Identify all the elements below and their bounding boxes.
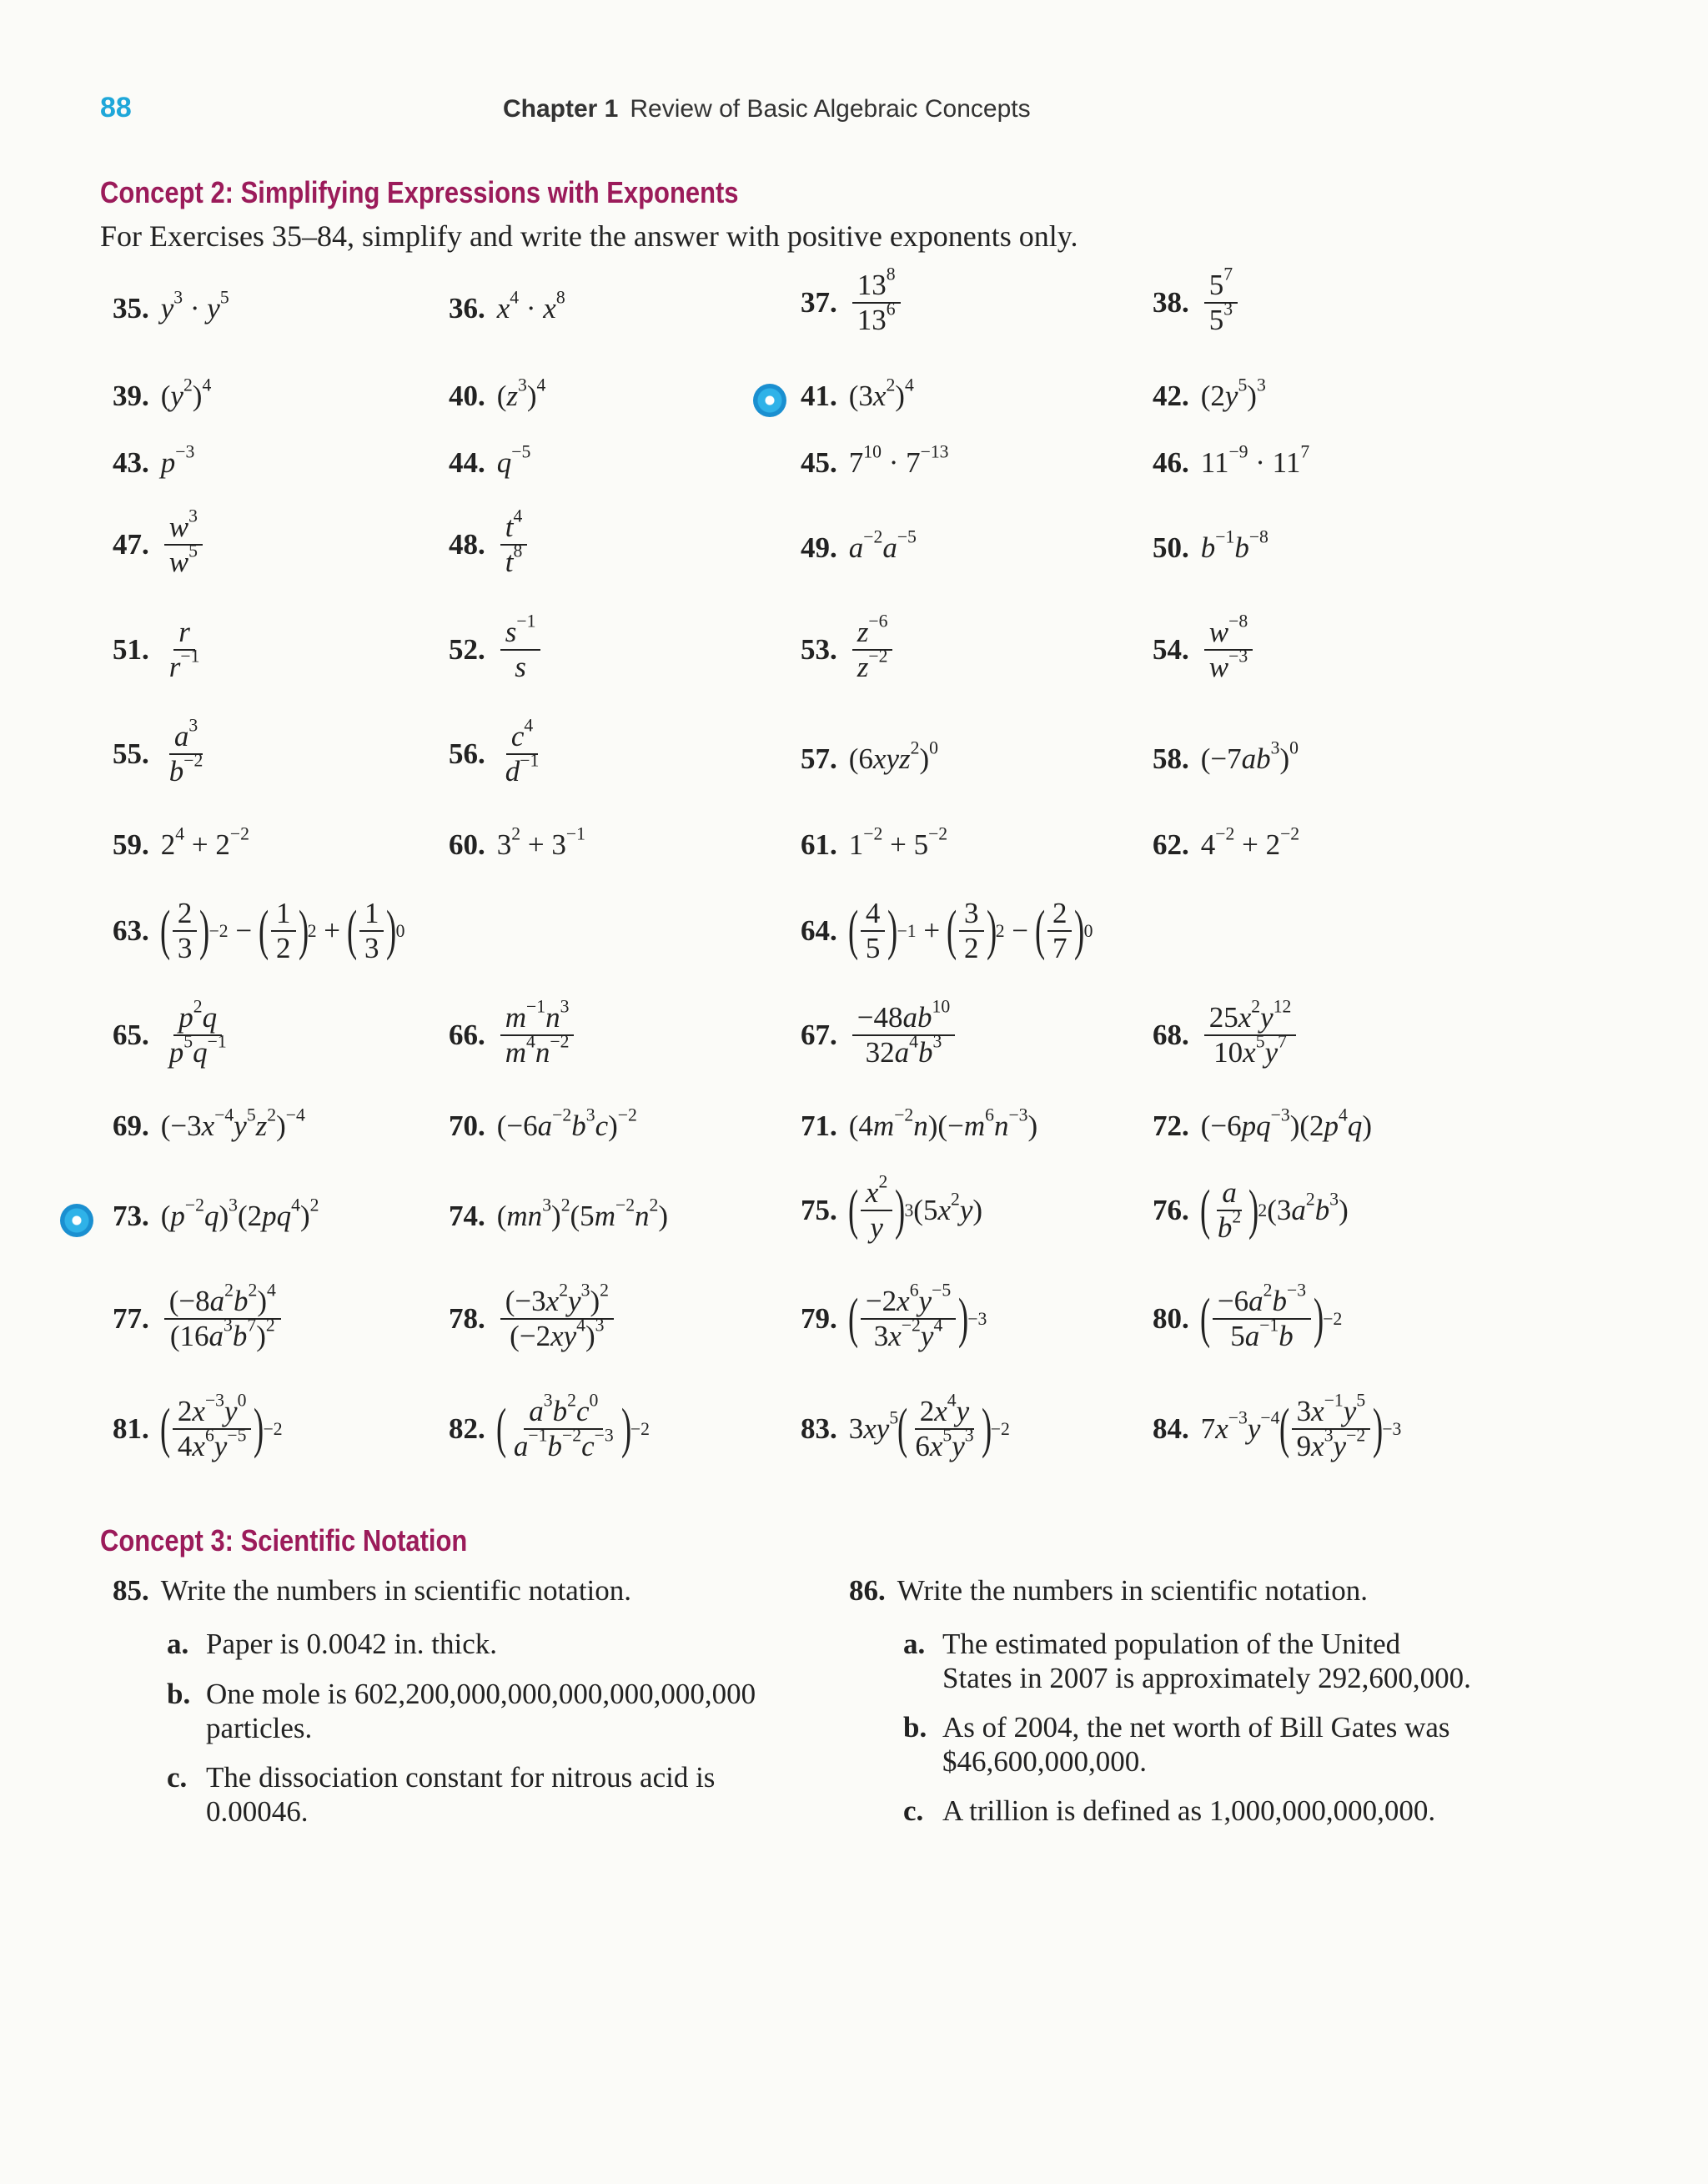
chapter-title: Review of Basic Algebraic Concepts	[630, 95, 1031, 123]
exercise-41: 41. $(3x^2)^4$	[801, 375, 914, 412]
exercise-85: 85. Write the numbers in scientific notation.	[113, 1574, 632, 1607]
exercise-64: 64. ( $\frac{4}{5}$ ) −1 + ( $\frac{3}{2}$ ) 2 − ( $\frac{2}{7}$ ) 0	[801, 897, 1093, 965]
exercise-63: 63. ( $\frac{2}{3}$ ) −2 − ( $\frac{1}{2}$ ) 2 + ( $\frac{1}{3}$ ) 0	[113, 897, 405, 965]
exercise-86b: b. As of 2004, the net worth of Bill Gates was $46,600,000,000.	[903, 1711, 1450, 1778]
exercise-39: 39. $(y^2)^4$	[113, 375, 212, 412]
exercise-37: 37. $\frac{13^8}{13^6}$	[801, 269, 904, 338]
exercise-65: 65. $\frac{p^2q}{p^5q^{-1}}$	[113, 996, 227, 1069]
exercise-85a: a. Paper is 0.0042 in. thick.	[167, 1628, 497, 1660]
concept-3-heading: Concept 3: Scientific Notation	[100, 1523, 468, 1557]
exercise-67: 67. $\frac{-48ab^{10}}{32a^4b^3}$	[801, 1001, 958, 1070]
exercise-71: 71. $(4m^{-2}n)(-m^6n^{-3})$	[801, 1105, 1038, 1142]
exercise-55: 55. $\frac{a^3}{b^{-2}}$	[113, 715, 203, 788]
exercise-73: 73. $(p^{-2}q)^3(2pq^4)^2$	[113, 1195, 319, 1232]
exercise-61: 61. $1^{-2} + 5^{-2}$	[801, 823, 948, 861]
page-number: 88	[100, 92, 132, 123]
exercise-58: 58. $(-7ab^3)^0$	[1153, 737, 1299, 775]
exercise-86c: c. A trillion is defined as 1,000,000,000,000.	[903, 1794, 1436, 1827]
exercise-74: 74. $(mn^3)^2(5m^{-2}n^2)$	[449, 1195, 669, 1232]
exercise-53: 53. $\frac{z^{-6}}{z^{-2}}$	[801, 616, 896, 685]
exercise-60: 60. $3^2 + 3^{-1}$	[449, 823, 585, 861]
exercise-45: 45. $7^{10} \cdot 7^{-13}$	[801, 441, 949, 479]
exercise-44: 44. $q^{-5}$	[449, 441, 531, 479]
exercise-47: 47. $\frac{w^3}{w^5}$	[113, 511, 206, 580]
exercise-51: 51. $\frac{r}{r^{-1}}$	[113, 616, 200, 684]
exercise-79: 79. ( $\frac{-2x^6y^{-5}}{3x^{-2}y^4}$ ) −3	[801, 1280, 987, 1353]
exercise-78: 78. $\frac{(-3x^2y^3)^2}{(-2xy^4)^3}$	[449, 1285, 617, 1354]
exercise-77: 77. $\frac{(-8a^2b^2)^4}{(16a^3b^7)^2}$	[113, 1285, 284, 1354]
exercise-85b: b. One mole is 602,200,000,000,000,000,000,000 particles.	[167, 1678, 756, 1744]
chapter-label: Chapter 1	[503, 95, 619, 123]
exercise-62: 62. $4^{-2} + 2^{-2}$	[1153, 823, 1300, 861]
exercise-54: 54. $\frac{w^{-8}}{w^{-3}}$	[1153, 616, 1256, 685]
exercise-70: 70. $(-6a^{-2}b^3c)^{-2}$	[449, 1105, 637, 1142]
exercise-86: 86. Write the numbers in scientific notation.	[849, 1574, 1369, 1607]
concept-2-heading: Concept 2: Simplifying Expressions with Exponents	[100, 175, 739, 209]
exercise-59: 59. $2^4 + 2^{-2}$	[113, 823, 249, 861]
exercise-81: 81. ( $\frac{2x^{-3}y^0}{4x^6y^{-5}}$ ) −2	[113, 1390, 283, 1463]
exercise-57: 57. $(6xyz^2)^0$	[801, 737, 938, 775]
exercise-49: 49. $a^{-2}a^{-5}$	[801, 526, 917, 564]
exercise-80: 80. ( $\frac{-6a^2b^{-3}}{5a^{-1}b}$ ) −2	[1153, 1280, 1343, 1353]
exercise-35: 35. $y^3 \cdot y^5$	[113, 287, 229, 325]
video-disc-icon[interactable]	[60, 1204, 93, 1237]
exercise-69: 69. $(-3x^{-4}y^5z^2)^{-4}$	[113, 1105, 305, 1142]
exercise-43: 43. $p^{-3}$	[113, 441, 195, 479]
exercise-46: 46. $11^{-9} \cdot 11^7$	[1153, 441, 1310, 479]
exercise-83: 83. $3xy^5$ ( $\frac{2x^4y}{6x^5y^3}$ ) −2	[801, 1390, 1010, 1463]
video-disc-icon[interactable]	[753, 384, 786, 417]
exercise-36: 36. $x^4 \cdot x^8$	[449, 287, 565, 325]
exercise-56: 56. $\frac{c^4}{d^{-1}}$	[449, 715, 540, 788]
exercise-86a: a. The estimated population of the United States in 2007 is approximately 292,600,000.	[903, 1628, 1471, 1694]
exercise-76: 76. ( $\frac{a}{b^2}$ ) 2 $(3a^2b^3)$	[1153, 1176, 1349, 1245]
exercise-75: 75. ( $\frac{x^2}{y}$ ) 3 $(5x^2y)$	[801, 1171, 983, 1245]
exercise-52: 52. $\frac{s^{-1}}{s}$	[449, 616, 544, 685]
exercise-68: 68. $\frac{25x^2y^{12}}{10x^5y^7}$	[1153, 1001, 1299, 1070]
exercise-85c: c. The dissociation constant for nitrous acid is 0.00046.	[167, 1761, 716, 1828]
exercise-38: 38. $\frac{5^7}{5^3}$	[1153, 269, 1241, 338]
exercise-84: 84. $7x^{-3}y^{-4}$ ( $\frac{3x^{-1}y^5}{9x^3y^{-2}}$ ) −3	[1153, 1390, 1402, 1463]
exercise-72: 72. $(-6pq^{-3})(2p^4q)$	[1153, 1105, 1373, 1142]
exercise-82: 82. ( $\frac{a^3b^2c^0}{a^{-1}b^{-2}c^{-3}}$ ) −2	[449, 1390, 650, 1463]
exercise-48: 48. $\frac{t^4}{t^8}$	[449, 511, 530, 580]
instructions: For Exercises 35–84, simplify and write the answer with positive exponents only.	[100, 219, 1078, 253]
exercise-50: 50. $b^{-1}b^{-8}$	[1153, 526, 1268, 564]
exercise-66: 66. $\frac{m^{-1}n^3}{m^4n^{-2}}$	[449, 1001, 577, 1070]
exercise-40: 40. $(z^3)^4$	[449, 375, 546, 412]
exercise-42: 42. $(2y^5)^3$	[1153, 375, 1266, 412]
running-header	[503, 95, 1031, 123]
